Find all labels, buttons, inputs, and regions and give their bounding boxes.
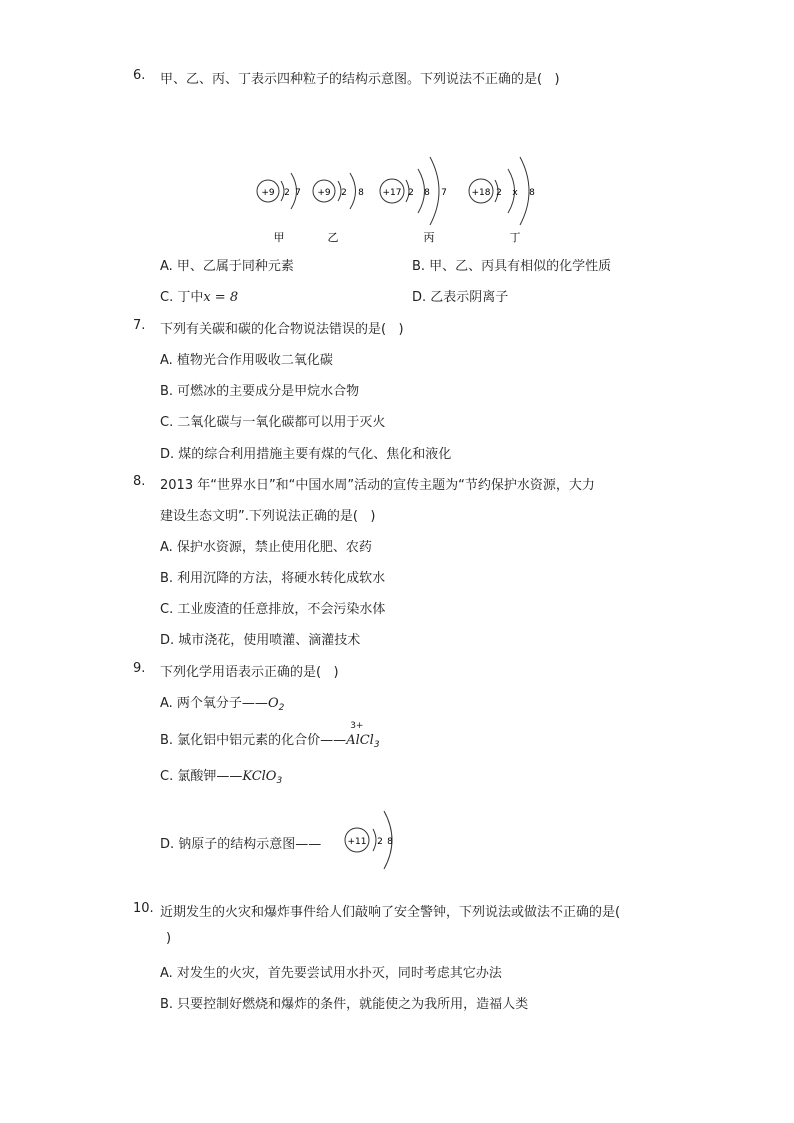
q7-option-d[interactable]: D. 煤的综合利用措施主要有煤的气化、焦化和液化 bbox=[160, 447, 452, 462]
particle-bing bbox=[380, 157, 447, 244]
q10-option-a[interactable]: A. 对发生的火灾，首先要尝试用水扑灭，同时考虑其它办法 bbox=[160, 966, 502, 981]
q7-option-a[interactable]: A. 植物光合作用吸收二氧化碳 bbox=[160, 353, 333, 368]
svg-text:8: 8 bbox=[529, 188, 535, 198]
q9-option-a-formula: O bbox=[267, 696, 279, 711]
svg-text:7: 7 bbox=[295, 188, 301, 198]
q8-option-a[interactable]: A. 保护水资源，禁止使用化肥、农药 bbox=[160, 540, 372, 555]
svg-text:8: 8 bbox=[424, 188, 430, 198]
question-9-stem: 下列化学用语表示正确的是( ) bbox=[160, 665, 339, 680]
svg-text:2: 2 bbox=[496, 188, 502, 198]
q7-option-b[interactable]: B. 可燃冰的主要成分是甲烷水合物 bbox=[160, 384, 360, 399]
svg-text:2: 2 bbox=[341, 188, 347, 198]
particle-ding-nucleus: +18 bbox=[471, 188, 491, 198]
particle-jia-nucleus: +9 bbox=[261, 188, 275, 198]
q8-option-b[interactable]: B. 利用沉降的方法，将硬水转化成软水 bbox=[160, 571, 386, 586]
particle-yi bbox=[313, 173, 364, 244]
sodium-atom-diagram bbox=[340, 805, 410, 875]
svg-text:x: x bbox=[512, 188, 518, 198]
q6-option-b[interactable]: B. 甲、乙、丙具有相似的化学性质 bbox=[412, 259, 612, 274]
q9-option-b[interactable]: B. 氯化铝中铝元素的化合价—— 3+ AlCl$_3$ bbox=[160, 721, 380, 750]
q9-option-d-text: D. 钠原子的结构示意图—— bbox=[160, 837, 322, 852]
svg-text:2: 2 bbox=[408, 188, 414, 198]
q8-option-d[interactable]: D. 城市浇花，使用喷灌、滴灌技术 bbox=[160, 633, 361, 648]
question-7-stem: 下列有关碳和碳的化合物说法错误的是( ) bbox=[160, 322, 404, 337]
q9-option-a-text: A. 两个氧分子—— bbox=[160, 696, 268, 711]
q9-option-a[interactable]: A. 两个氧分子$——O_2$ bbox=[160, 696, 285, 713]
svg-text:+11: +11 bbox=[347, 837, 367, 847]
svg-text:2: 2 bbox=[284, 188, 290, 198]
svg-text:2: 2 bbox=[377, 837, 383, 847]
question-6-number: 6. bbox=[133, 68, 146, 83]
svg-text:8: 8 bbox=[387, 837, 393, 847]
q10-option-b[interactable]: B. 只要控制好燃烧和爆炸的条件，就能使之为我所用，造福人类 bbox=[160, 997, 529, 1012]
q9-option-c[interactable]: C. 氯酸钾——KClO$_3$ bbox=[160, 769, 283, 786]
question-10-number: 10. bbox=[133, 901, 154, 916]
question-10-stem-line1: 近期发生的火灾和爆炸事件给人们敲响了安全警钟，下列说法或做法不正确的是( bbox=[160, 905, 621, 920]
q6-option-a[interactable]: A. 甲、乙属于同种元素 bbox=[160, 259, 294, 274]
q9-option-d[interactable] bbox=[160, 833, 321, 852]
question-9-number: 9. bbox=[133, 661, 146, 676]
particle-bing-label: 丙 bbox=[423, 231, 435, 244]
q6-option-d[interactable]: D. 乙表示阴离子 bbox=[412, 290, 509, 305]
q9-option-c-formula: KClO bbox=[242, 769, 277, 784]
particle-jia-label: 甲 bbox=[273, 231, 285, 244]
q9-option-b-valence: 3+ bbox=[350, 721, 364, 731]
svg-text:8: 8 bbox=[358, 188, 364, 198]
question-10-stem-line2: ) bbox=[166, 931, 172, 946]
question-8-number: 8. bbox=[133, 474, 146, 489]
particle-yi-label: 乙 bbox=[327, 231, 339, 244]
question-6-stem: 甲、乙、丙、丁表示四种粒子的结构示意图。下列说法不正确的是( ) bbox=[160, 72, 560, 87]
q9-option-b-formula: Al bbox=[346, 733, 360, 748]
svg-text:7: 7 bbox=[441, 188, 447, 198]
particle-jia bbox=[257, 173, 301, 244]
q6-option-c[interactable] bbox=[160, 286, 238, 305]
particle-structure-diagram bbox=[0, 155, 794, 245]
q8-option-c[interactable]: C. 工业废渣的任意排放，不会污染水体 bbox=[160, 602, 386, 617]
q6-option-c-text: C. 丁中 bbox=[160, 290, 204, 305]
question-8-stem-line1: 2013 年“世界水日”和“中国水周”活动的宣传主题为“节约保护水资源，大力 bbox=[160, 478, 595, 493]
particle-bing-nucleus: +17 bbox=[382, 188, 402, 198]
q9-option-b-text: B. 氯化铝中铝元素的化合价—— bbox=[160, 733, 347, 748]
q6-option-c-math: x = 8 bbox=[203, 290, 239, 305]
particle-ding-label: 丁 bbox=[509, 231, 521, 244]
question-7-number: 7. bbox=[133, 318, 146, 333]
question-8-stem-line2: 建设生态文明”.下列说法正确的是( ) bbox=[160, 509, 376, 524]
q7-option-c[interactable]: C. 二氧化碳与一氧化碳都可以用于灭火 bbox=[160, 415, 386, 430]
q9-option-c-text: C. 氯酸钾—— bbox=[160, 769, 243, 784]
particle-ding bbox=[469, 157, 535, 244]
particle-yi-nucleus: +9 bbox=[317, 188, 331, 198]
